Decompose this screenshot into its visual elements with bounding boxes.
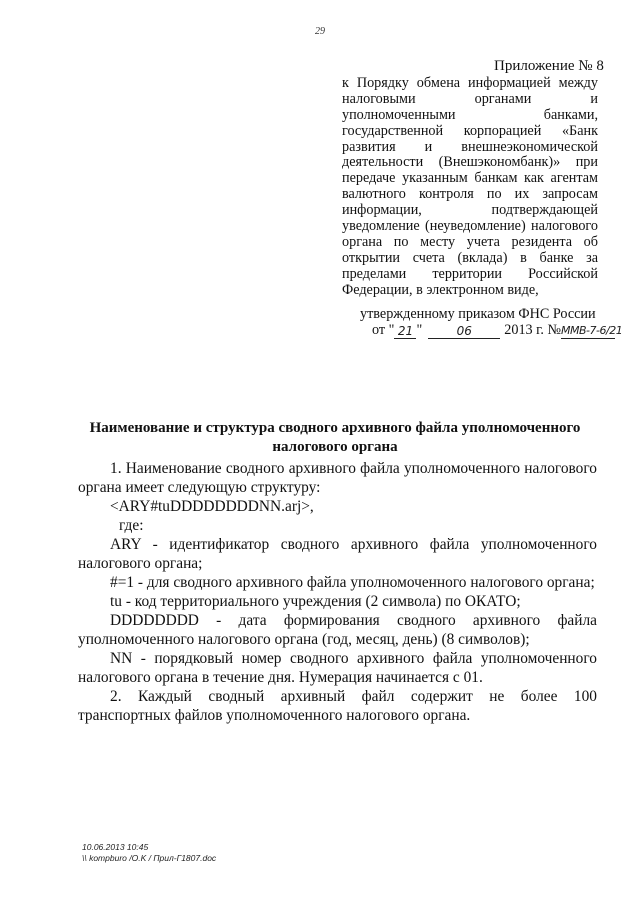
- file-name-pattern: [94, 497, 597, 516]
- appendix-line: уведомление (неуведомление) налогового: [342, 218, 598, 235]
- paragraph-line: где:: [119, 517, 144, 534]
- document-title-line: налогового органа: [272, 439, 398, 455]
- paragraph-line: 2. Каждый сводный архивный файл содержит не более 100: [110, 688, 597, 705]
- appendix-line: открытии счета (вклада) в банке за: [342, 249, 598, 266]
- definition-ary: [78, 535, 597, 573]
- paragraph-line: ARY - идентификатор сводного архивного файла уполномоченного: [110, 536, 597, 553]
- order-year: 2013 г. №: [504, 322, 562, 338]
- paragraph-line: DDDDDDDD - дата формирования сводного архивного файла: [110, 612, 597, 629]
- order-quote: ": [416, 322, 423, 338]
- paragraph-line: tu - код территориального учреждения (2 символа) по ОКАТО;: [110, 593, 521, 610]
- appendix-text: [342, 76, 598, 298]
- appendix-line: передаче указанным банкам как агентам: [342, 170, 598, 187]
- order-prefix: от ": [372, 322, 395, 338]
- appendix-line: деятельности (Внешэкономбанк)» при: [342, 154, 598, 171]
- paragraph-line: налогового органа в течение дня. Нумерация начинается с 01.: [78, 669, 483, 686]
- paragraph-line: налогового органа;: [78, 555, 203, 572]
- document-title: [75, 419, 595, 457]
- paragraph-1: [78, 459, 597, 497]
- paragraph-2: [78, 687, 597, 725]
- appendix-line: органа по месту учета резидента об: [342, 233, 598, 250]
- definition-nn: [78, 649, 597, 687]
- appendix-title: Приложение № 8: [494, 58, 604, 74]
- paragraph-line: #=1 - для сводного архивного файла уполномоченного налогового органа;: [110, 574, 595, 591]
- appendix-line: уполномоченными банками,: [342, 106, 598, 123]
- document-title-line: Наименование и структура сводного архивного файла уполномоченного: [89, 420, 581, 436]
- definition-tu: [94, 592, 597, 611]
- appendix-line: к Порядку обмена информацией между: [342, 75, 598, 91]
- appendix-line: государственной корпорацией «Банк: [342, 122, 598, 139]
- paragraph-line: NN - порядковый номер сводного архивного файла уполномоченного: [110, 650, 597, 667]
- definition-date: [78, 611, 597, 649]
- appendix-line: информации, подтверждающей: [342, 202, 598, 219]
- appendix-line: Федерации, в электронном виде,: [342, 281, 539, 298]
- document-body: [78, 459, 597, 725]
- order-number-handwritten: ММВ-7-6/21: [561, 324, 623, 337]
- footer-timestamp: 10.06.2013 10:45: [82, 842, 149, 852]
- page-number: 29: [315, 26, 325, 37]
- paragraph-line: органа имеет следующую структуру:: [78, 479, 321, 496]
- appendix-line: развития и внешнеэкономической: [342, 138, 598, 155]
- appendix-line: валютного контроля по их запросам: [342, 186, 598, 203]
- paragraph-line: транспортных файлов уполномоченного налогового органа.: [78, 707, 471, 724]
- approved-by-line: утвержденному приказом ФНС России: [360, 306, 596, 322]
- appendix-line: пределами территории Российской: [342, 265, 598, 282]
- definition-hash: [94, 573, 597, 592]
- order-reference: [372, 322, 623, 339]
- order-day-handwritten: 21: [394, 324, 416, 339]
- paragraph-line: 1. Наименование сводного архивного файла уполномоченного налогового: [110, 460, 597, 477]
- file-footer: [82, 842, 216, 864]
- where-label: [94, 516, 597, 535]
- paragraph-line: уполномоченного налогового органа (год, месяц, день) (8 символов);: [78, 631, 530, 648]
- order-month-handwritten: 06: [428, 324, 500, 339]
- appendix-line: налоговыми органами и: [342, 90, 598, 107]
- footer-file-path: \\ kompburo /O.K / Прил-Г1807.doc: [82, 853, 217, 863]
- paragraph-line: <ARY#tuDDDDDDDDNN.arj>,: [110, 498, 314, 515]
